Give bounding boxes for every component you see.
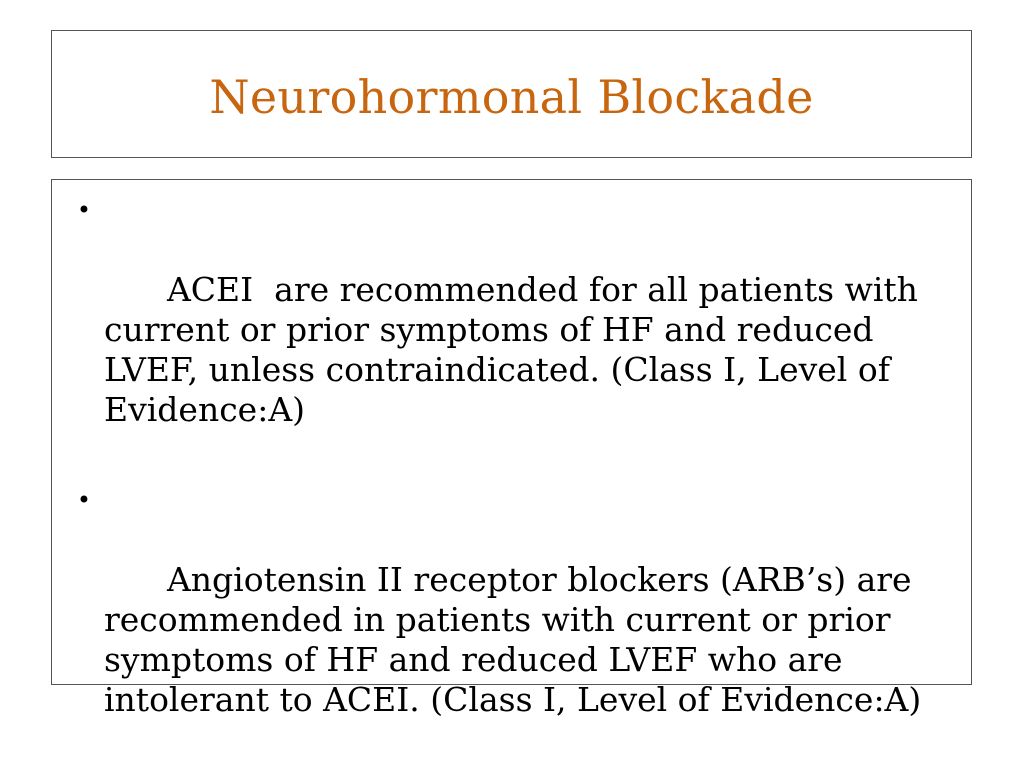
bullet-dot-icon: •	[76, 196, 92, 224]
bullet-item-arb	[72, 480, 957, 760]
bullet-text: ACEI are recommended for all patients with current or prior symptoms of HF and reduced LVEF, unless contraindicated. (Class I, Level of Evidence:A)	[104, 270, 929, 429]
bullet-item-acei	[72, 190, 957, 470]
slide-title: Neurohormonal Blockade	[209, 70, 814, 124]
bullet-list	[52, 180, 971, 760]
bullet-dot-icon: •	[76, 486, 92, 514]
content-box	[51, 179, 972, 719]
bullet-text: Angiotensin II receptor blockers (ARB’s) are recommended in patients with current or prior symptoms of HF and reduced LVEF who are intolerant to ACEI. (Class I, Level of Evidence:A)	[104, 560, 923, 719]
title-box	[51, 30, 972, 158]
